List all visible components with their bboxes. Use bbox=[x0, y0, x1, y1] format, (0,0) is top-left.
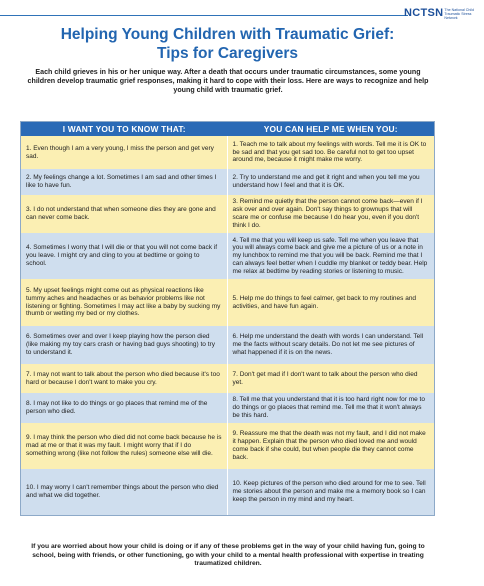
table-row bbox=[21, 423, 434, 469]
row-10-left: 10. I may worry I can't remember things about the person who died and what we did together. bbox=[21, 469, 228, 515]
row-1-left: 1. Even though I am a very young, I miss the person and get very sad. bbox=[21, 136, 228, 169]
title-line-2: Tips for Caregivers bbox=[157, 44, 298, 62]
row-5-right: 5. Help me do things to feel calmer, get back to my routines and activities, and have fun again. bbox=[232, 294, 417, 310]
table-row bbox=[21, 326, 434, 364]
row-9-right: 9. Reassure me that the death was not my fault, and I did not make it happen. Explain that the person who died loved me and would come back if she could, but when people die they cannot come back. bbox=[232, 430, 426, 461]
table-row bbox=[21, 169, 434, 195]
table-row bbox=[21, 279, 434, 326]
table-row bbox=[21, 195, 434, 233]
row-4-left: 4. Sometimes I worry that I will die or that you will not come back if you leave. I might cry and cling to you at bedtime or going to school. bbox=[21, 233, 228, 279]
row-2-left: 2. My feelings change a lot. Sometimes I am sad and other times I like to have fun. bbox=[21, 169, 228, 195]
row-10-right: 10. Keep pictures of the person who died around for me to see. Tell me stories about the person and make me a memory book so I can keep the person in my mind and my heart. bbox=[232, 480, 426, 503]
column-header-right: YOU CAN HELP ME WHEN YOU: bbox=[263, 124, 398, 134]
intro-paragraph: Each child grieves in his or her unique way. After a death that occurs under traumatic circumstances, some young children develop traumatic grief responses, making it hard to cope with their loss. Here are ways to recognize and help young child with traumatic grief. bbox=[27, 68, 429, 95]
row-6-left: 6. Sometimes over and over I keep playing how the person died (like making my toy cars crash or having bad guys shooting) to try to understand it. bbox=[21, 326, 228, 364]
row-8-left: 8. I may not like to do things or go places that remind me of the person who died. bbox=[21, 393, 228, 423]
row-3-left: 3. I do not understand that when someone dies they are gone and can never come back. bbox=[21, 195, 228, 233]
nctsn-logo bbox=[404, 7, 484, 20]
title-line-1: Helping Young Children with Traumatic Grief: bbox=[60, 26, 395, 43]
table-row bbox=[21, 364, 434, 393]
logo-subtitle: The National Child Traumatic Stress Network bbox=[444, 8, 474, 20]
row-7-right: 7. Don't get mad if I don't want to talk about the person who died yet. bbox=[232, 370, 418, 386]
row-6-right: 6. Help me understand the death with words I can understand. Tell me the facts without scary details. Do not let me see pictures of what happened if it is on the news. bbox=[232, 333, 424, 356]
column-header-left: I WANT YOU TO KNOW THAT: bbox=[62, 124, 186, 134]
row-3-right: 3. Remind me quietly that the person cannot come back—even if I ask over and over again. Don't say things to grownups that will scare me or confuse me because I do hear you, even if you don't think I do. bbox=[232, 198, 423, 229]
row-2-right: 2. Try to understand me and get it right and when you tell me you understand how I feel and that it is OK. bbox=[232, 174, 420, 189]
row-1-right: 1. Teach me to talk about my feelings with words. Tell me it is OK to be sad and that you get sad too. Be careful not to get too upset around me, because it might make me worry. bbox=[232, 140, 427, 164]
table-row bbox=[21, 233, 434, 279]
row-9-left: 9. I may think the person who died did not come back because he is mad at me or that it was my fault. I might worry that if I do something wrong (like not follow the rules) someone else will die. bbox=[21, 423, 228, 469]
logo-wordmark: NCTSN bbox=[404, 7, 444, 19]
page-title bbox=[0, 26, 455, 63]
row-4-right: 4. Tell me that you will keep us safe. Tell me when you leave that you will always come back and give me a picture of us or a note in my lunchbox to remind me that you will be back. Remind me that I can always feel better when I cuddle my blanket or teddy bear. Help me relax at bedtime by reading stories or listening to music. bbox=[232, 236, 428, 275]
table-row bbox=[21, 136, 434, 169]
table-header bbox=[21, 122, 434, 136]
footer-note: If you are worried about how your child is doing or if any of these problems get in the way of your child having fun, going to school, being with friends, or other functioning, go with your child to a mental health professional with expertise in treating traumatized children. bbox=[31, 543, 425, 568]
row-7-left: 7. I may not want to talk about the person who died because it's too hard or because I don't want to make you cry. bbox=[21, 364, 228, 393]
tips-table bbox=[20, 121, 435, 516]
header-rule bbox=[0, 15, 408, 16]
row-5-left: 5. My upset feelings might come out as physical reactions like tummy aches and headaches or as behavior problems like not listening or fighting. Sometimes I may act like a baby by sucking my thumb or wetting my bed or my clothes. bbox=[21, 279, 228, 326]
table-row bbox=[21, 393, 434, 423]
row-8-right: 8. Tell me that you understand that it is too hard right now for me to do things or go places that remind me. Tell me that it won't always be this hard. bbox=[232, 396, 425, 419]
table-row bbox=[21, 469, 434, 515]
